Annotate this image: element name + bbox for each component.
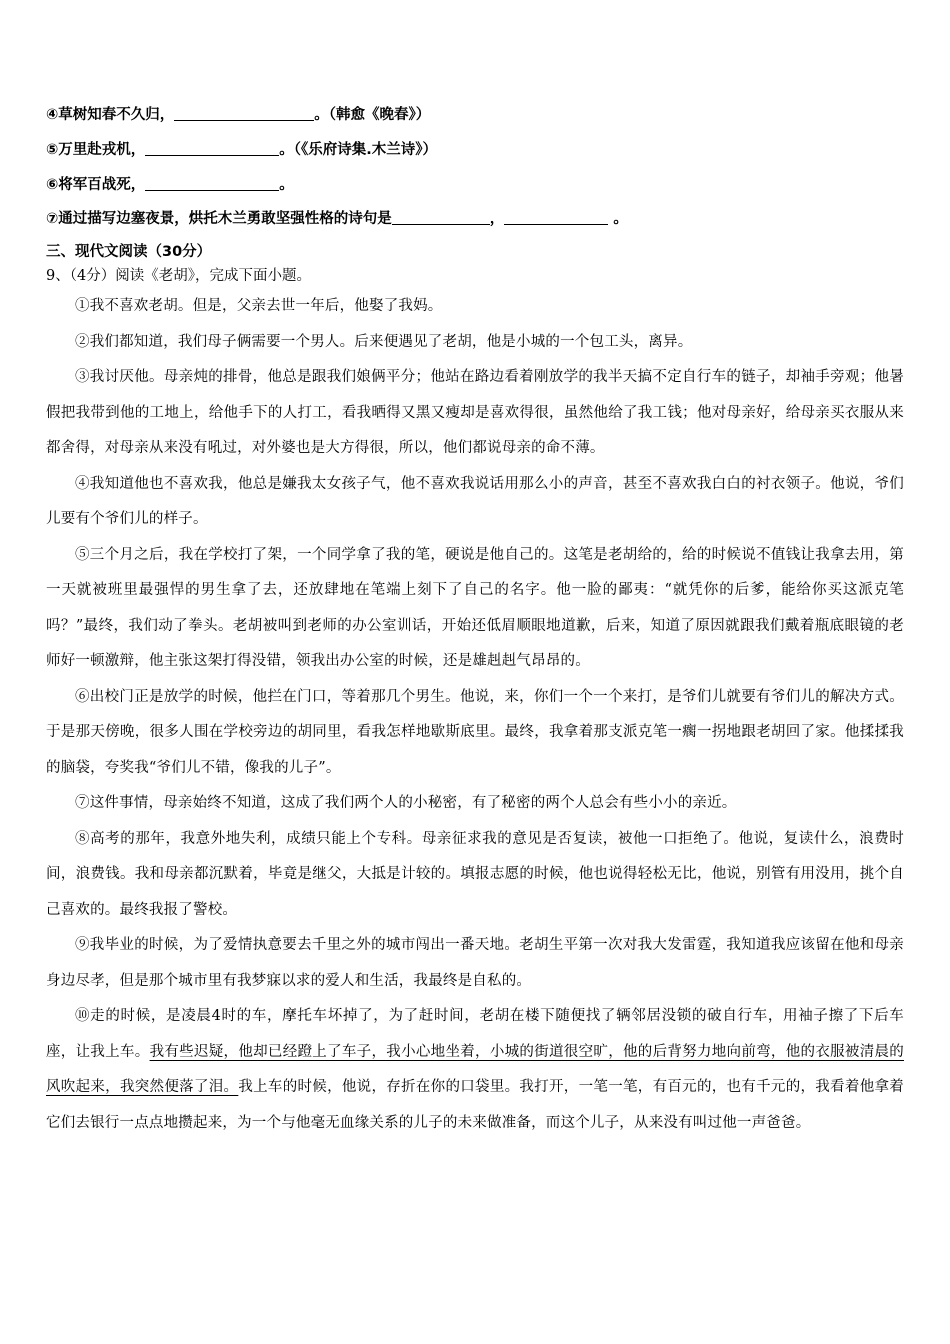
answer-blank[interactable] [145,176,279,191]
paragraph-3: ③我讨厌他。母亲炖的排骨，他总是跟我们娘俩平分；他站在路边看着刚放学的我半天搞不定自行车的链子，却袖手旁观；他暑假把我带到他的工地上，给他手下的人打工，看我晒得又黑又瘦却是喜欢得很，虽然他给了我工钱；他对母亲好，给母亲买衣服从来都舍得，对母亲从来没有吼过，对外婆也是大方得很，所以，他们都说母亲的命不薄。 [46,369,904,456]
paragraph-2: ②我们都知道，我们母子俩需要一个男人。后来便遇见了老胡，他是小城的一个包工头，离异。 [75,333,693,350]
reading-passage [46,289,904,1141]
answer-blank[interactable] [174,106,314,121]
answer-blank[interactable] [145,141,279,156]
answer-blank[interactable] [392,210,490,225]
fill-line-6: ⑥将军百战死， 。 [46,177,294,193]
paragraph-1: ①我不喜欢老胡。但是，父亲去世一年后，他娶了我妈。 [75,298,443,314]
fill-line-4: ④草树知春不久归， 。（韩愈《晚春》） [46,107,431,123]
paragraph-8: ⑧高考的那年，我意外地失利，成绩只能上个专科。母亲征求我的意见是否复读，被他一口拒绝了。他说，复读什么，浪费时间，浪费钱。我和母亲都沉默着，毕竟是继父，大抵是计较的。填报志愿的时候，他也说得轻松无比，他说，别管有用没用，挑个自己喜欢的。最终我报了警校。 [46,830,904,918]
paragraph-5: ⑤三个月之后，我在学校打了架，一个同学拿了我的笔，硬说是他自己的。这笔是老胡给的，给的时候说不值钱让我拿去用，第一天就被班里最强悍的男生拿了去，还放肆地在笔端上刻下了自己的名字。他一脸的鄙夷：“就凭你的后爹，能给你买这派克笔吗？”最终，我们动了拳头。老胡被叫到老师的办公室训话，开始还低眉顺眼地道歉，后来，知道了原因就跟我们戴着瓶底眼镜的老师好一顿激辩，他主张这架打得没错，领我出办公室的时候，还是雄赳赳气昂昂的。 [46,546,904,669]
paragraph-4: ④我知道他也不喜欢我，他总是嫌我太女孩子气，他不喜欢我说话用那么小的声音，甚至不喜欢我白白的衬衣领子。他说，爷们儿要有个爷们儿的样子。 [46,475,904,527]
paragraph-6: ⑥出校门正是放学的时候，他拦在门口，等着那几个男生。他说，来，你们一个一个来打，是爷们儿就要有爷们儿的解决方式。于是那天傍晚，很多人围在学校旁边的胡同里，看我怎样地歇斯底里。最终，我拿着那支派克笔一瘸一拐地跟老胡回了家。他揉揉我的脑袋，夸奖我“爷们儿不错，像我的儿子”。 [46,688,904,776]
paragraph-10: ⑩走的时候，是凌晨4时的车，摩托车坏掉了，为了赶时间，老胡在楼下随便找了辆邻居没锁的破自行车，用袖子擦了下后车座，让我上车。我有些迟疑，他却已经蹬上了车子，我小心地坐着，小城的街道很空旷，他的后背努力地向前弯，他的衣服被清晨的风吹起来，我突然便落了泪。我上车的时候，他说，存折在你的口袋里。我打开，一笔一笔，有百元的，也有千元的，我看着他拿着它们去银行一点点地攒起来，为一个与他毫无血缘关系的儿子的未来做准备，而这个儿子，从来没有叫过他一声爸爸。 [46,1008,904,1131]
question-intro: 9、（4分）阅读《老胡》，完成下面小题。 [46,268,311,284]
underlined-sentence: 我有些迟疑，他却已经蹬上了车子，我小心地坐着，小城的街道很空旷，他的后背努力地向前弯，他的衣服被清晨的风吹起来，我突然便落了泪。 [46,1043,904,1095]
fill-line-7: ⑦通过描写边塞夜景，烘托木兰勇敢坚强性格的诗句是 ， 。 [46,211,628,227]
paragraph-9: ⑨我毕业的时候，为了爱情执意要去千里之外的城市闯出一番天地。老胡生平第一次对我大发雷霆，我知道我应该留在他和母亲身边尽孝，但是那个城市里有我梦寐以求的爱人和生活，我最终是自私的。 [46,937,904,989]
section-title: 三、现代文阅读（30分） [46,244,212,260]
fill-line-5: ⑤万里赴戎机， 。（《乐府诗集.木兰诗》） [46,142,438,158]
answer-blank[interactable] [504,210,608,225]
paragraph-7: ⑦这件事情，母亲始终不知道，这成了我们两个人的小秘密，有了秘密的两个人总会有些小小的亲近。 [75,795,737,811]
